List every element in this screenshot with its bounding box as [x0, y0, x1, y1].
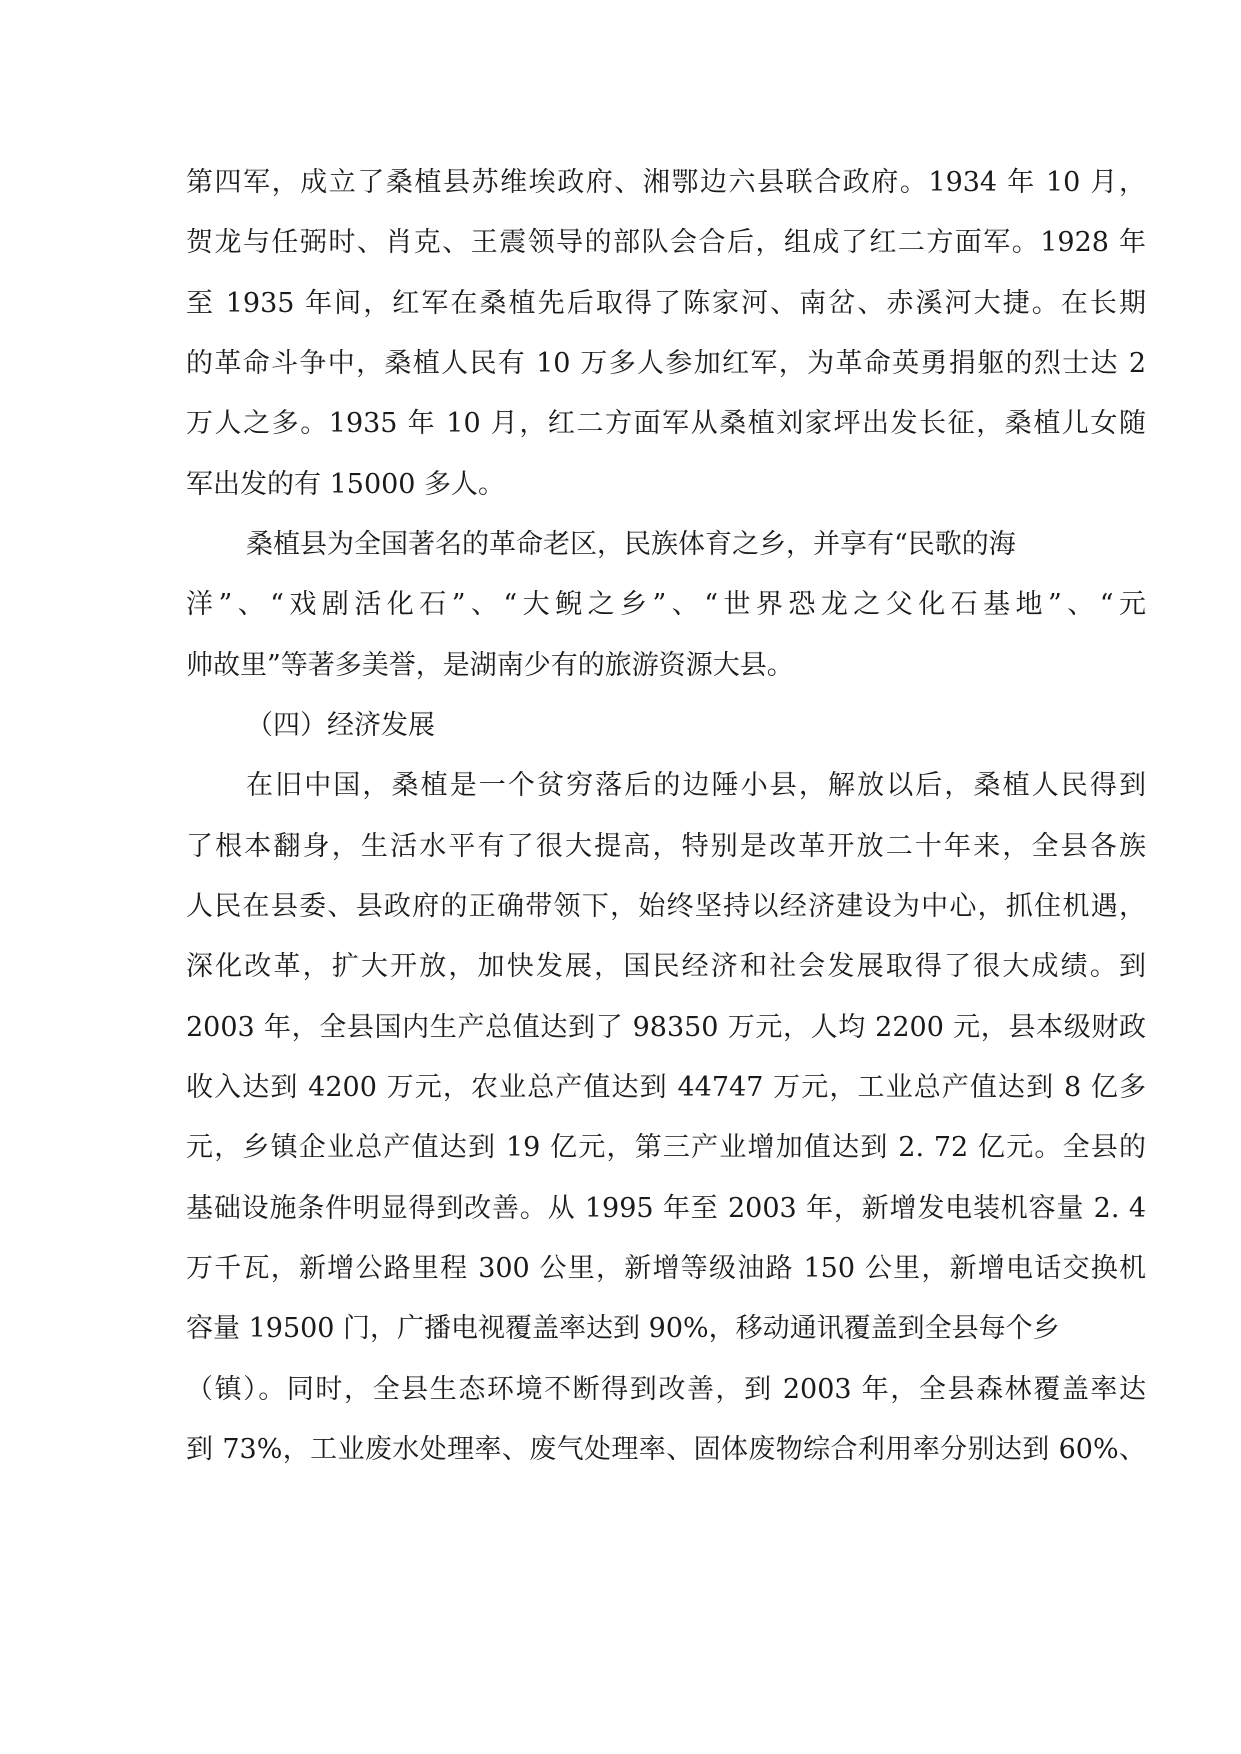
- section-heading: （四）经济发展: [246, 710, 435, 741]
- text-line: 贺龙与任弼时、肖克、王震领导的部队会合后，组成了红二方面军。1928 年: [186, 227, 1146, 258]
- text-line: 元，乡镇企业总产值达到 19 亿元，第三产业增加值达到 2. 72 亿元。全县的: [186, 1132, 1146, 1163]
- text-line: 到 73%，工业废水处理率、废气处理率、固体废物综合利用率分别达到 60%、: [186, 1434, 1146, 1465]
- text-line: 了根本翻身，生活水平有了很大提高，特别是改革开放二十年来，全县各族: [186, 831, 1146, 862]
- text-line: 第四军，成立了桑植县苏维埃政府、湘鄂边六县联合政府。1934 年 10 月，: [186, 167, 1146, 198]
- text-line: 深化改革，扩大开放，加快发展，国民经济和社会发展取得了很大成绩。到: [186, 951, 1146, 982]
- paragraph-first-line: 在旧中国，桑植是一个贫穷落后的边陲小县，解放以后，桑植人民得到: [246, 770, 1146, 801]
- text-line: 基础设施条件明显得到改善。从 1995 年至 2003 年，新增发电装机容量 2. 4: [186, 1193, 1146, 1224]
- text-line: 万人之多。1935 年 10 月，红二方面军从桑植刘家坪出发长征，桑植儿女随: [186, 408, 1146, 439]
- text-line: 容量 19500 门，广播电视覆盖率达到 90%，移动通讯覆盖到全县每个乡: [186, 1313, 1060, 1344]
- text-line: 洋”、“戏剧活化石”、“大鲵之乡”、“世界恐龙之父化石基地”、“元: [186, 589, 1146, 620]
- text-line: 军出发的有 15000 多人。: [186, 469, 506, 500]
- paragraph-first-line: 桑植县为全国著名的革命老区，民族体育之乡，并享有“民歌的海: [246, 529, 1016, 560]
- text-line: 帅故里”等著多美誉，是湖南少有的旅游资源大县。: [186, 650, 794, 681]
- text-line: 2003 年，全县国内生产总值达到了 98350 万元，人均 2200 元，县本级财政: [186, 1012, 1146, 1043]
- text-line: 的革命斗争中，桑植人民有 10 万多人参加红军，为革命英勇捐躯的烈士达 2: [186, 348, 1146, 379]
- text-line: 收入达到 4200 万元，农业总产值达到 44747 万元，工业总产值达到 8 亿多: [186, 1072, 1146, 1103]
- text-line: 万千瓦，新增公路里程 300 公里，新增等级油路 150 公里，新增电话交换机: [186, 1253, 1146, 1284]
- text-line: （镇）。同时，全县生态环境不断得到改善，到 2003 年，全县森林覆盖率达: [186, 1374, 1146, 1405]
- text-line: 至 1935 年间，红军在桑植先后取得了陈家河、南岔、赤溪河大捷。在长期: [186, 288, 1146, 319]
- text-line: 人民在县委、县政府的正确带领下，始终坚持以经济建设为中心，抓住机遇，: [186, 891, 1146, 922]
